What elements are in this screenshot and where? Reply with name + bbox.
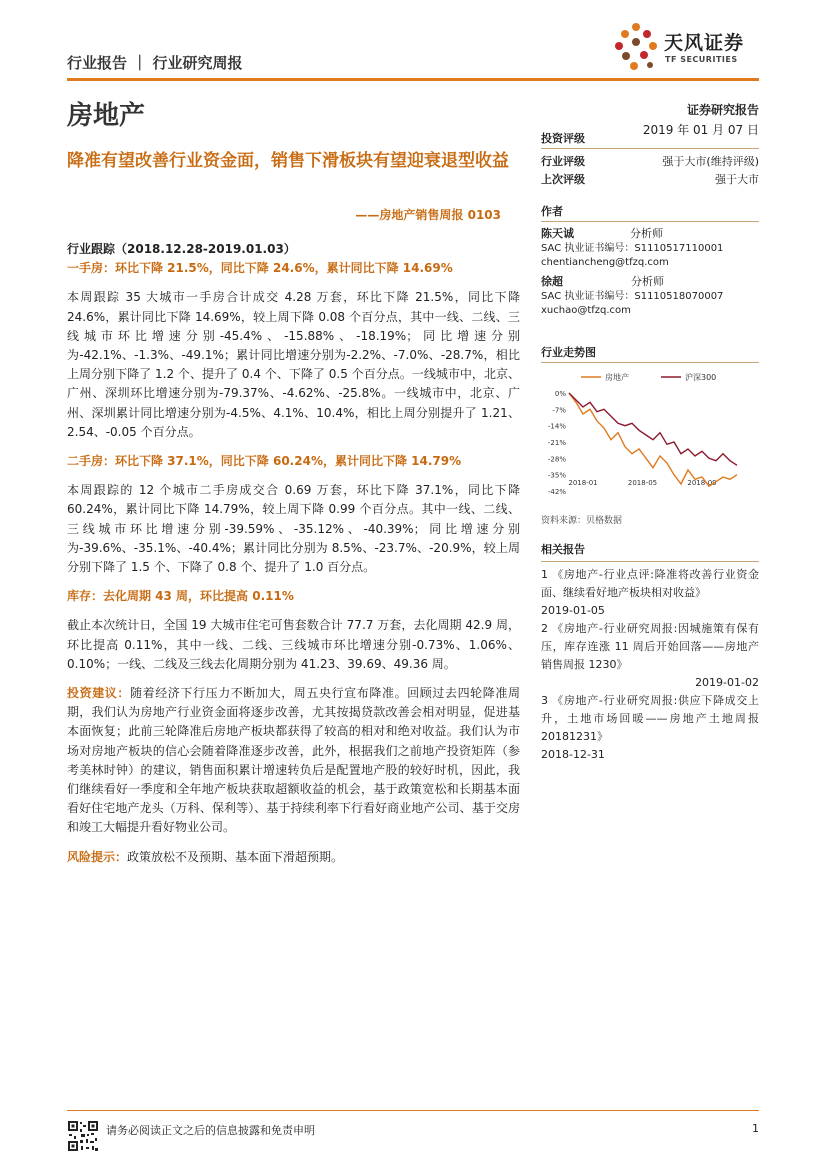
- legend-label: 沪深300: [685, 373, 717, 382]
- author-email[interactable]: xuchao@tfzq.com: [541, 305, 631, 316]
- author-title: 分析师: [630, 227, 663, 240]
- report-headline: 降准有望改善行业资金面，销售下滑板块有望迎衰退型收益: [67, 151, 509, 171]
- footer-disclaimer: 请务必阅读正文之后的信息披露和免责申明: [106, 1124, 315, 1137]
- advice-text: 随着经济下行压力不断加大，周五央行宣布降准。回顾过去四轮降准周期，我们认为房地产行业资金面将逐步改善，尤其按揭贷款改善会相对明显，促进基本面恢复；此前三轮降准后房地产板块都获得了较高的相对和绝对收益。我们认为市场对房地产板块的信心会随着降准逐步改善，此外，根据我们之前地产投资矩阵（参考美林时钟）的建议，销售面积累计增速转负后是配置地产股的较好时机，因此，我们继续看好一季度和全年地产板块获取超额收益的机会，基于政策宽松和长期基本面看好住宅地产龙头（万科、保利等）、基于持续利率下行看好商业地产公司、基于交房和竣工大幅提升看好物业公司。: [67, 686, 520, 835]
- report-subtitle: ——房地产销售周报 0103: [355, 208, 501, 222]
- x-tick-label: 2018-05: [627, 479, 658, 487]
- brand-logo: [612, 22, 762, 72]
- main-body: [67, 240, 520, 867]
- doc-type: 行业报告 ｜ 行业研究周报: [67, 54, 243, 72]
- footer-divider: [67, 1110, 759, 1111]
- y-tick-label: -21%: [547, 439, 566, 447]
- y-tick-label: -14%: [547, 422, 566, 431]
- report-label: 证券研究报告: [686, 103, 759, 117]
- secondary-text: 本周跟踪的 12 个城市二手房成交合 0.69 万套，环比下降 37.1%，同比下降 60.24%，累计同比下降 14.79%，较上周下降 0.99 个百分点。其中一线、二线、三线城市环比增速分别-39.59%、-35.12%、-40.39%；同比增速分别为-39.6%、-35.1%、-40.4%；累计同比分别为 8.5%、-23.7%、-20.9%，较上周分别下降了 1.5 个、下降了 0.8 个、提升了 1.0 百分点。: [67, 483, 520, 575]
- prev-rating-row: [541, 171, 759, 189]
- page-number: 1: [752, 1122, 759, 1135]
- secondary-title: 二手房：环比下降 37.1%，同比下降 60.24%，累计同比下降 14.79%: [67, 454, 462, 469]
- x-tick-label: 2018-01: [568, 479, 598, 487]
- author-cert: SAC 执业证书编号：S1110517110001: [541, 243, 724, 254]
- related-reports: [541, 541, 759, 764]
- tracking-title: 行业跟踪（2018.12.28-2019.01.03）: [67, 242, 296, 256]
- prev-rating-key: 上次评级: [541, 173, 585, 186]
- rating-head: 投资评级: [541, 130, 759, 149]
- rating-key: 行业评级: [541, 155, 585, 168]
- author-name: 陈天诚: [541, 227, 574, 240]
- trend-chart: [541, 367, 759, 507]
- related-item[interactable]: 1 《房地产-行业点评:降准将改善行业资金面、继续看好地产板块相对收益》: [541, 568, 759, 599]
- primary-text: 本周跟踪 35 大城市一手房合计成交 4.28 万套，环比下降 21.5%，同比下降 24.6%，累计同比下降 14.69%，较上周下降 0.08 个百分点，其中一线、二线、三线城市环比增速分别-45.4%、-15.88%、-18.19%；同比增速分别为-42.1%、-1.3%、-49.1%；累计同比增速分别为-2.2%、-7.0%、-28.7%，相比上周分别下降了 1.2 个、提升了 0.4 个、下降了 0.5 个百分点。一线城市中，北京、广州、深圳环比增速分别为-79.37%、-4.62%、-25.8%。一线城市中，北京、广州、深圳累计同比增速分别为-4.5%、4.1%、10.4%，相比上周分别提升了 1.21、2.54、-0.05 个百分点。: [67, 290, 520, 439]
- chart-source: 资料来源：贝格数据: [541, 516, 623, 526]
- header-divider: [67, 78, 759, 81]
- author-head: 作者: [541, 203, 759, 222]
- risk-text: 政策放松不及预期、基本面下滑超预期。: [127, 849, 344, 864]
- related-date: 2019-01-02: [695, 676, 759, 689]
- logo-mark-icon: [612, 22, 660, 72]
- y-tick-label: -28%: [547, 455, 566, 464]
- y-tick-label: -35%: [547, 471, 566, 480]
- y-tick-label: -7%: [552, 406, 566, 415]
- advice-paragraph: [67, 684, 520, 838]
- author-title: 分析师: [631, 275, 664, 288]
- related-head: 相关报告: [541, 541, 759, 562]
- y-tick-label: -42%: [547, 488, 566, 496]
- related-date: 2018-12-31: [541, 748, 605, 761]
- prev-rating-value: 强于大市: [715, 173, 759, 186]
- qr-code-icon: [67, 1120, 99, 1152]
- inventory-title: 库存：去化周期 43 周，环比提高 0.11%: [67, 589, 294, 604]
- report-date: 2019 年 01 月 07 日: [642, 123, 759, 137]
- advice-label: 投资建议：: [67, 686, 130, 701]
- rating-value: 强于大市(维持评级): [662, 155, 759, 168]
- brand-name: 天风证券: [664, 32, 745, 54]
- brand-name-en: TF SECURITIES: [665, 55, 738, 64]
- industry-title: 房地产: [67, 101, 146, 131]
- primary-title: 一手房：环比下降 21.5%，同比下降 24.6%，累计同比下降 14.69%: [67, 261, 453, 276]
- author-name: 徐超: [541, 275, 563, 288]
- author-1: [541, 226, 759, 270]
- author-email[interactable]: chentiancheng@tfzq.com: [541, 257, 669, 268]
- risk-label: 风险提示：: [67, 849, 128, 864]
- related-item[interactable]: 2 《房地产-行业研究周报:因城施策有保有压，库存连涨 11 周后开始回落——房地产销售周报 1230》: [541, 622, 759, 671]
- x-tick-label: 2018-09: [687, 479, 717, 487]
- legend-label: 房地产: [605, 373, 629, 382]
- trend-chart-section: [541, 344, 759, 511]
- rating-row: [541, 153, 759, 171]
- related-item[interactable]: 3 《房地产-行业研究周报:供应下降成交上升，土地市场回暖——房地产土地周报 20181231》: [541, 694, 759, 743]
- author-2: [541, 274, 759, 318]
- inventory-text: 截止本次统计日，全国 19 大城市住宅可售套数合计 77.7 万套，去化周期 42.9 周，环比提高 0.11%，其中一线、二线、三线城市环比增速分别-0.73%、1.06%、0.10%；一线、二线及三线去化周期分别为 41.23、39.69、49.36 周。: [67, 618, 520, 671]
- y-tick-label: 0%: [554, 390, 566, 398]
- sidebar: [541, 130, 759, 318]
- trend-head: 行业走势图: [541, 344, 759, 363]
- risk-paragraph: [67, 848, 520, 867]
- author-cert: SAC 执业证书编号：S1110518070007: [541, 291, 724, 302]
- series-line: [569, 393, 737, 465]
- related-date: 2019-01-05: [541, 604, 605, 617]
